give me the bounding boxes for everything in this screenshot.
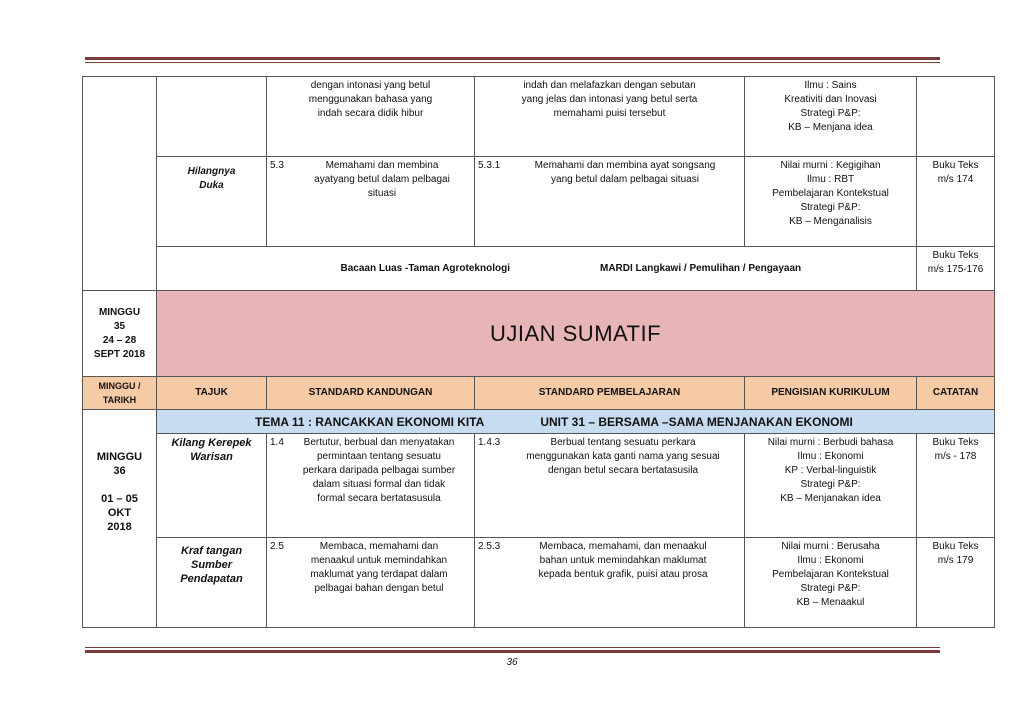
tajuk-cell: [157, 77, 267, 157]
pk-cell: Ilmu : Sains Kreativiti dan Inovasi Strategi P&P: KB – Menjana idea: [745, 77, 917, 157]
table-row: [83, 538, 995, 628]
theme-row: [83, 410, 995, 434]
pk-cell: Nilai murni : Kegigihan Ilmu : RBT Pembelajaran Kontekstual Strategi P&P: KB – Menganalisis: [745, 157, 917, 247]
tema-title: TEMA 11 : RANCAKKAN EKONOMI KITA: [255, 414, 485, 429]
top-rule: [85, 57, 940, 63]
tajuk-cell: Kraf tangan Sumber Pendapatan: [157, 538, 267, 628]
theme-banner: [157, 410, 995, 434]
tajuk-cell: Kilang Kerepek Warisan: [157, 434, 267, 538]
sp-cell: 5.3.1 Memahami dan membina ayat songsang yang betul dalam pelbagai situasi: [475, 157, 745, 247]
header-catatan: CATATAN: [917, 377, 995, 410]
sp-cell: 2.5.3 Membaca, memahami, dan menaakul bahan untuk memindahkan maklumat kepada bentuk grafik, puisi atau prosa: [475, 538, 745, 628]
week-35-cell: MINGGU 35 24 – 28 SEPT 2018: [83, 291, 157, 377]
bacaan-luas-cell: Bacaan Luas -Taman Agroteknologi MARDI Langkawi / Pemulihan / Pengayaan: [157, 247, 917, 291]
sk-cell: dengan intonasi yang betul menggunakan bahasa yang indah secara didik hibur: [267, 77, 475, 157]
bottom-rule: [85, 647, 940, 653]
unit-title: UNIT 31 – BERSAMA –SAMA MENJANAKAN EKONOMI: [540, 414, 853, 429]
pk-cell: Nilai murni : Berbudi bahasa Ilmu : Ekonomi KP : Verbal-linguistik Strategi P&P: KB – Menjanakan idea: [745, 434, 917, 538]
ujian-sumatif-banner: UJIAN SUMATIF: [157, 291, 995, 377]
header-sp: STANDARD PEMBELAJARAN: [475, 377, 745, 410]
page-number: 36: [506, 657, 518, 668]
catatan-cell: Buku Teks m/s - 178: [917, 434, 995, 538]
header-minggu: MINGGU / TARIKH: [83, 377, 157, 410]
sk-cell: 1.4 Bertutur, berbual dan menyatakan permintaan tentang sesuatu perkara daripada pelbagai sumber dalam situasi formal dan tidak formal secara bertatasusula: [267, 434, 475, 538]
week-cell-empty: [83, 77, 157, 291]
table-row: [83, 434, 995, 538]
sk-cell: 5.3 Memahami dan membina ayatyang betul dalam pelbagai situasi: [267, 157, 475, 247]
catatan-cell: Buku Teks m/s 179: [917, 538, 995, 628]
table-row: [83, 247, 995, 291]
table-row: [83, 291, 995, 377]
sp-cell: indah dan melafazkan dengan sebutan yang jelas dan intonasi yang betul serta memahami puisi tersebut: [475, 77, 745, 157]
tajuk-cell: Hilangnya Duka: [157, 157, 267, 247]
pk-cell: Nilai murni : Berusaha Ilmu : Ekonomi Pembelajaran Kontekstual Strategi P&P: KB – Menaakul: [745, 538, 917, 628]
catatan-cell: [917, 77, 995, 157]
table-row: [83, 157, 995, 247]
header-pk: PENGISIAN KURIKULUM: [745, 377, 917, 410]
lesson-plan-table: [82, 76, 995, 628]
catatan-cell: Buku Teks m/s 175-176: [917, 247, 995, 291]
header-sk: STANDARD KANDUNGAN: [267, 377, 475, 410]
week-36-cell: MINGGU 36 01 – 05 OKT 2018: [83, 410, 157, 628]
catatan-cell: Buku Teks m/s 174: [917, 157, 995, 247]
header-row: [83, 377, 995, 410]
sk-cell: 2.5 Membaca, memahami dan menaakul untuk memindahkan maklumat yang terdapat dalam pelbagai bahan dengan betul: [267, 538, 475, 628]
table-row: [83, 77, 995, 157]
header-tajuk: TAJUK: [157, 377, 267, 410]
sp-cell: 1.4.3 Berbual tentang sesuatu perkara menggunakan kata ganti nama yang sesuai dengan betul secara bertatasusila: [475, 434, 745, 538]
